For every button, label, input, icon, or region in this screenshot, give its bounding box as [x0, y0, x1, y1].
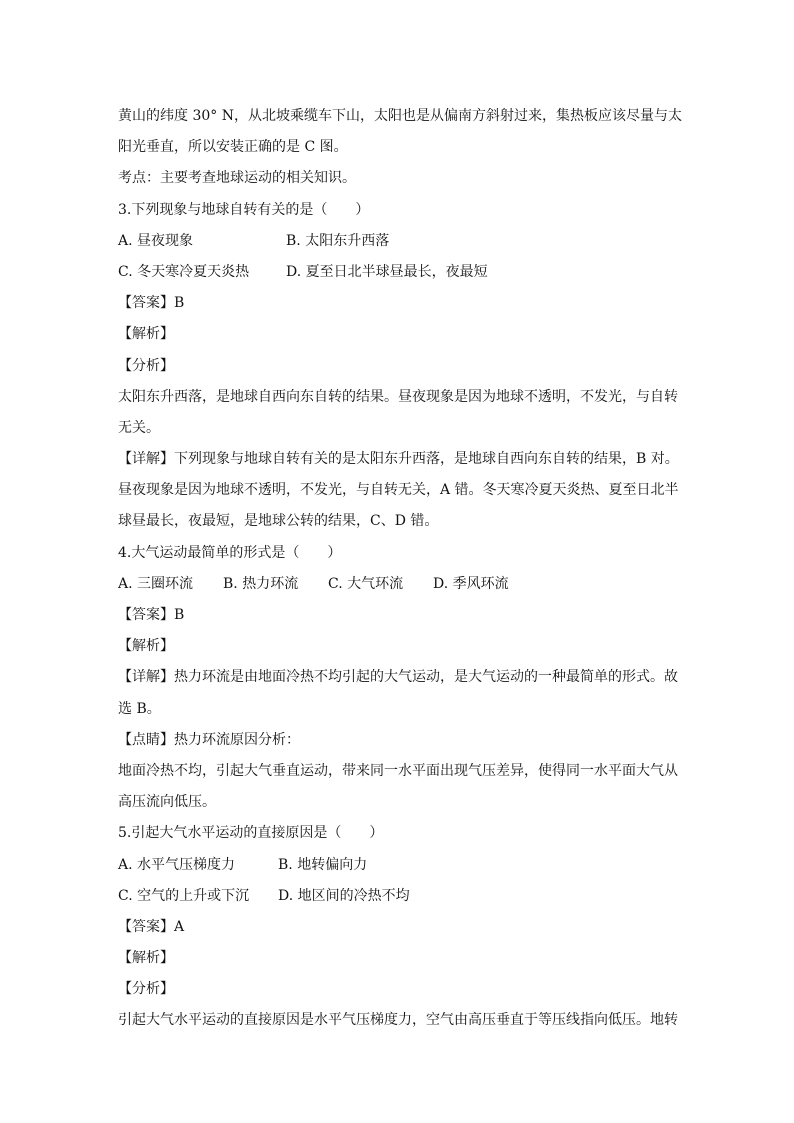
option-a: A. 水平气压梯度力: [118, 856, 236, 873]
question-4-options-row: [118, 569, 678, 600]
breakdown-label: 【分析】: [118, 981, 174, 998]
detail-paragraph-line: 【详解】热力环流是由地面冷热不均引起的大气运动，是大气运动的一种最简单的形式。故: [118, 669, 678, 686]
paragraph-line: 太阳东升西落，是地球自西向东自转的结果。昼夜现象是因为地球不透明，不发光，与自转: [118, 388, 678, 405]
paragraph-line: 考点：主要考查地球运动的相关知识。: [118, 170, 356, 187]
option-c: C. 大气环流: [328, 575, 404, 592]
answer-label: 【答案】A: [118, 918, 185, 935]
analysis-label: 【解析】: [118, 638, 174, 655]
option-a: A. 昼夜现象: [118, 232, 194, 249]
option-d: D. 夏至日北半球昼最长，夜最短: [286, 263, 488, 280]
detail-paragraph-line: 【详解】下列现象与地球自转有关的是太阳东升西落，是地球自西向东自转的结果，B 对。: [118, 451, 679, 468]
paragraph-line: 引起大气水平运动的直接原因是水平气压梯度力，空气由高压垂直于等压线指向低压。地转: [118, 1012, 678, 1029]
paragraph-line: 高压流向低压。: [118, 794, 216, 811]
option-d: D. 季风环流: [433, 575, 509, 592]
option-c: C. 空气的上升或下沉: [118, 887, 250, 904]
option-b: B. 地转偏向力: [278, 856, 368, 873]
paragraph-line: 黄山的纬度 30° N，从北坡乘缆车下山，太阳也是从偏南方斜射过来，集热板应该尽量与太: [118, 108, 682, 124]
paragraph-line: 昼夜现象是因为地球不透明，不发光，与自转无关，A 错。冬天寒冷夏天炎热、夏至日北半: [118, 482, 679, 499]
question-5-options-row-1: [118, 850, 678, 881]
question-5-stem: 5.引起大气水平运动的直接原因是（ ）: [118, 825, 384, 842]
analysis-label: 【解析】: [118, 950, 174, 967]
question-3-stem: 3.下列现象与地球自转有关的是（ ）: [118, 201, 370, 218]
option-a: A. 三圈环流: [118, 575, 194, 592]
document-body: [118, 101, 682, 1037]
question-3-options-row-2: [118, 257, 678, 288]
paragraph-line: 地面冷热不均，引起大气垂直运动，带来同一水平面出现气压差异，使得同一水平面大气从: [118, 762, 678, 779]
paragraph-line: 无关。: [118, 419, 160, 436]
question-3-options-row-1: [118, 226, 678, 257]
answer-label: 【答案】B: [118, 295, 185, 312]
option-b: B. 热力环流: [223, 575, 299, 592]
option-b: B. 太阳东升西落: [286, 232, 390, 249]
paragraph-line: 球昼最长，夜最短，是地球公转的结果，C、D 错。: [118, 513, 439, 530]
question-4-stem: 4.大气运动最简单的形式是（ ）: [118, 544, 342, 561]
paragraph-line: 选 B。: [118, 700, 161, 717]
question-5-options-row-2: [118, 881, 678, 912]
option-c: C. 冬天寒冷夏天炎热: [118, 263, 250, 280]
analysis-label: 【解析】: [118, 326, 174, 343]
tip-label: 【点睛】热力环流原因分析：: [118, 731, 300, 748]
option-d: D. 地区间的冷热不均: [278, 887, 410, 904]
breakdown-label: 【分析】: [118, 357, 174, 374]
paragraph-line: 阳光垂直，所以安装正确的是 C 图。: [118, 139, 348, 156]
answer-label: 【答案】B: [118, 607, 185, 623]
